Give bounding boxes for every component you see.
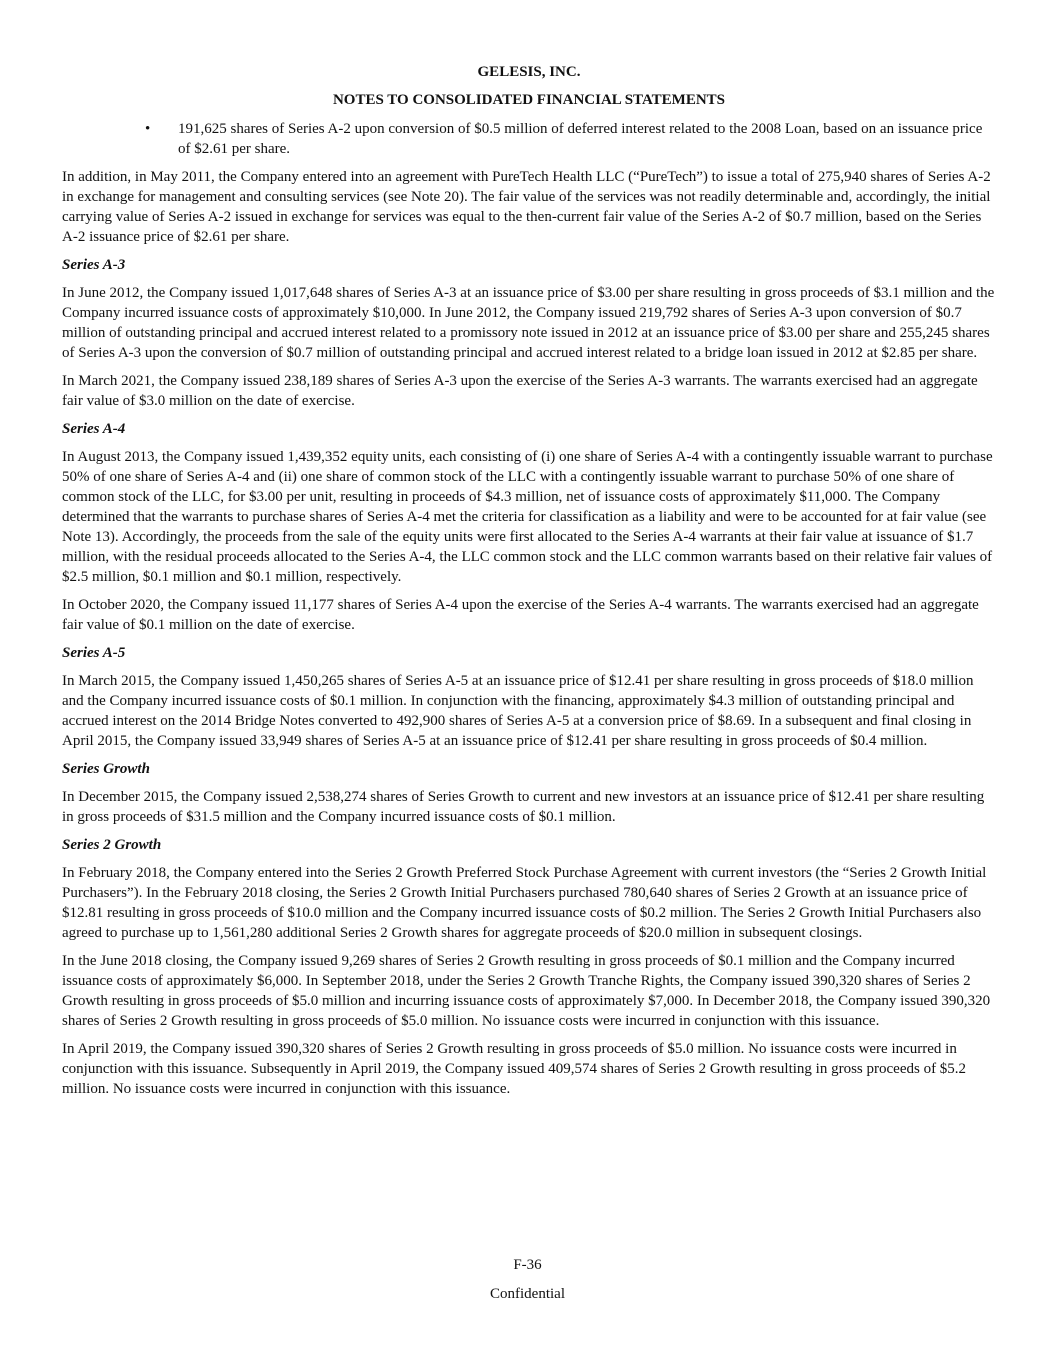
paragraph-series-a3-warrants: In March 2021, the Company issued 238,189 shares of Series A-3 upon the exercise of the Series A-3 warrants. The warrants exercised had an aggregate fair value of $3.0 million on the date of exercise. [62, 373, 978, 409]
paragraph-series-a3-issuance: In June 2012, the Company issued 1,017,648 shares of Series A-3 at an issuance price of $3.00 per share resulting in gross proceeds of $3.1 million and the Company incurred issuance costs of approximately $10,000. In June 2012, the Company issued 219,792 shares of Series A-3 upon conversion of $0.7 million of outstanding principal and accrued interest related to a promissory note issued in 2012 at an issuance price of $3.00 per share and 255,245 shares of Series A-3 upon the conversion of $0.7 million of outstanding principal and accrued interest related to a bridge loan issued in 2012 at $2.85 per share. [62, 285, 995, 361]
paragraph-series-2-growth-2018-closings: In the June 2018 closing, the Company issued 9,269 shares of Series 2 Growth resulting in gross proceeds of $0.1 million and the Company incurred issuance costs of approximately $6,000. In September 2018, under the Series 2 Growth Tranche Rights, the Company issued 390,320 shares of Series 2 Growth resulting in gross proceeds of $5.0 million and incurring issuance costs of approximately $7,000. In December 2018, the Company issued 390,320 shares of Series 2 Growth resulting in gross proceeds of $5.0 million. No issuance costs were incurred in conjunction with this issuance. [62, 953, 991, 1029]
confidential-label: Confidential [490, 1286, 565, 1302]
heading-series-a5: Series A-5 [62, 645, 126, 661]
paragraph-series-a4-warrants: In October 2020, the Company issued 11,177 shares of Series A-4 upon the exercise of the Series A-4 warrants. The warrants exercised had an aggregate fair value of $0.1 million on the date of exercise. [62, 597, 979, 633]
bullet-text: 191,625 shares of Series A-2 upon conversion of $0.5 million of deferred interest related to the 2008 Loan, based on an issuance price of $2.61 per share. [178, 121, 983, 157]
paragraph-series-a5: In March 2015, the Company issued 1,450,265 shares of Series A-5 at an issuance price of $12.41 per share resulting in gross proceeds of $18.0 million and the Company incurred issuance costs of $0.1 million. In conjunction with the financing, approximately $4.3 million of outstanding principal and accrued interest on the 2014 Bridge Notes converted to 492,900 shares of Series A-5 at a conversion price of $8.69. In a subsequent and final closing in April 2015, the Company issued 33,949 shares of Series A-5 at an issuance price of $12.41 per share resulting in gross proceeds of $0.4 million. [62, 673, 974, 749]
heading-series-a4: Series A-4 [62, 421, 126, 437]
heading-series-growth: Series Growth [62, 761, 150, 777]
paragraph-series-a4-units: In August 2013, the Company issued 1,439,352 equity units, each consisting of (i) one share of Series A-4 with a contingently issuable warrant to purchase 50% of one share of Series A-4 and (ii) one share of common stock of the LLC with a contingently issuable warrant to purchase 50% of one share of common stock of the LLC, for $3.00 per unit, resulting in proceeds of $4.3 million, net of issuance costs of approximately $11,000. The Company determined that the warrants to purchase shares of Series A-4 met the criteria for classification as a liability and were to be accounted for at fair value (see Note 13). Accordingly, the proceeds from the sale of the equity units were first allocated to the Series A-4 warrants at their fair value at issuance of $1.7 million, with the residual proceeds allocated to the Series A-4, the LLC common stock and the LLC common warrants based on their relative fair values of $2.5 million, $0.1 million and $0.1 million, respectively. [62, 449, 993, 585]
document-title: NOTES TO CONSOLIDATED FINANCIAL STATEMENTS [332, 92, 726, 108]
page-number: F-36 [513, 1257, 542, 1273]
company-name: GELESIS, INC. [477, 64, 581, 80]
paragraph-series-growth: In December 2015, the Company issued 2,538,274 shares of Series Growth to current and new investors at an issuance price of $12.41 per share resulting in gross proceeds of $31.5 million and the Company incurred issuance costs of $0.1 million. [62, 789, 985, 825]
bullet-item [62, 119, 996, 159]
paragraph-series-2-growth-2019-closings: In April 2019, the Company issued 390,320 shares of Series 2 Growth resulting in gross proceeds of $5.0 million. No issuance costs were incurred in conjunction with this issuance. Subsequently in April 2019, the Company issued 409,574 shares of Series 2 Growth resulting in gross proceeds of $5.2 million. No issuance costs were incurred in conjunction with this issuance. [62, 1041, 967, 1097]
heading-series-2-growth: Series 2 Growth [62, 837, 162, 853]
paragraph-puretech: In addition, in May 2011, the Company entered into an agreement with PureTech Health LLC (“PureTech”) to issue a total of 275,940 shares of Series A-2 in exchange for management and consulting services (see Note 20). The fair value of the services was not readily determinable and, accordingly, the initial carrying value of Series A-2 issued in exchange for services was equal to the then-current fair value of the Series A-2 of $0.7 million, based on the Series A-2 issuance price of $2.61 per share. [62, 169, 991, 245]
paragraph-series-2-growth-agreement: In February 2018, the Company entered into the Series 2 Growth Preferred Stock Purchase Agreement with current investors (the “Series 2 Growth Initial Purchasers”). In the February 2018 closing, the Series 2 Growth Initial Purchasers purchased 780,640 shares of Series 2 Growth at an issuance price of $12.81 resulting in gross proceeds of $10.0 million and the Company incurred issuance costs of $0.2 million. The Series 2 Growth Initial Purchasers also agreed to purchase up to 1,561,280 additional Series 2 Growth shares for aggregate proceeds of $20.0 million in subsequent closings. [62, 865, 987, 941]
document-page [62, 62, 996, 1107]
heading-series-a3: Series A-3 [62, 257, 126, 273]
bullet-icon: • [145, 121, 151, 137]
